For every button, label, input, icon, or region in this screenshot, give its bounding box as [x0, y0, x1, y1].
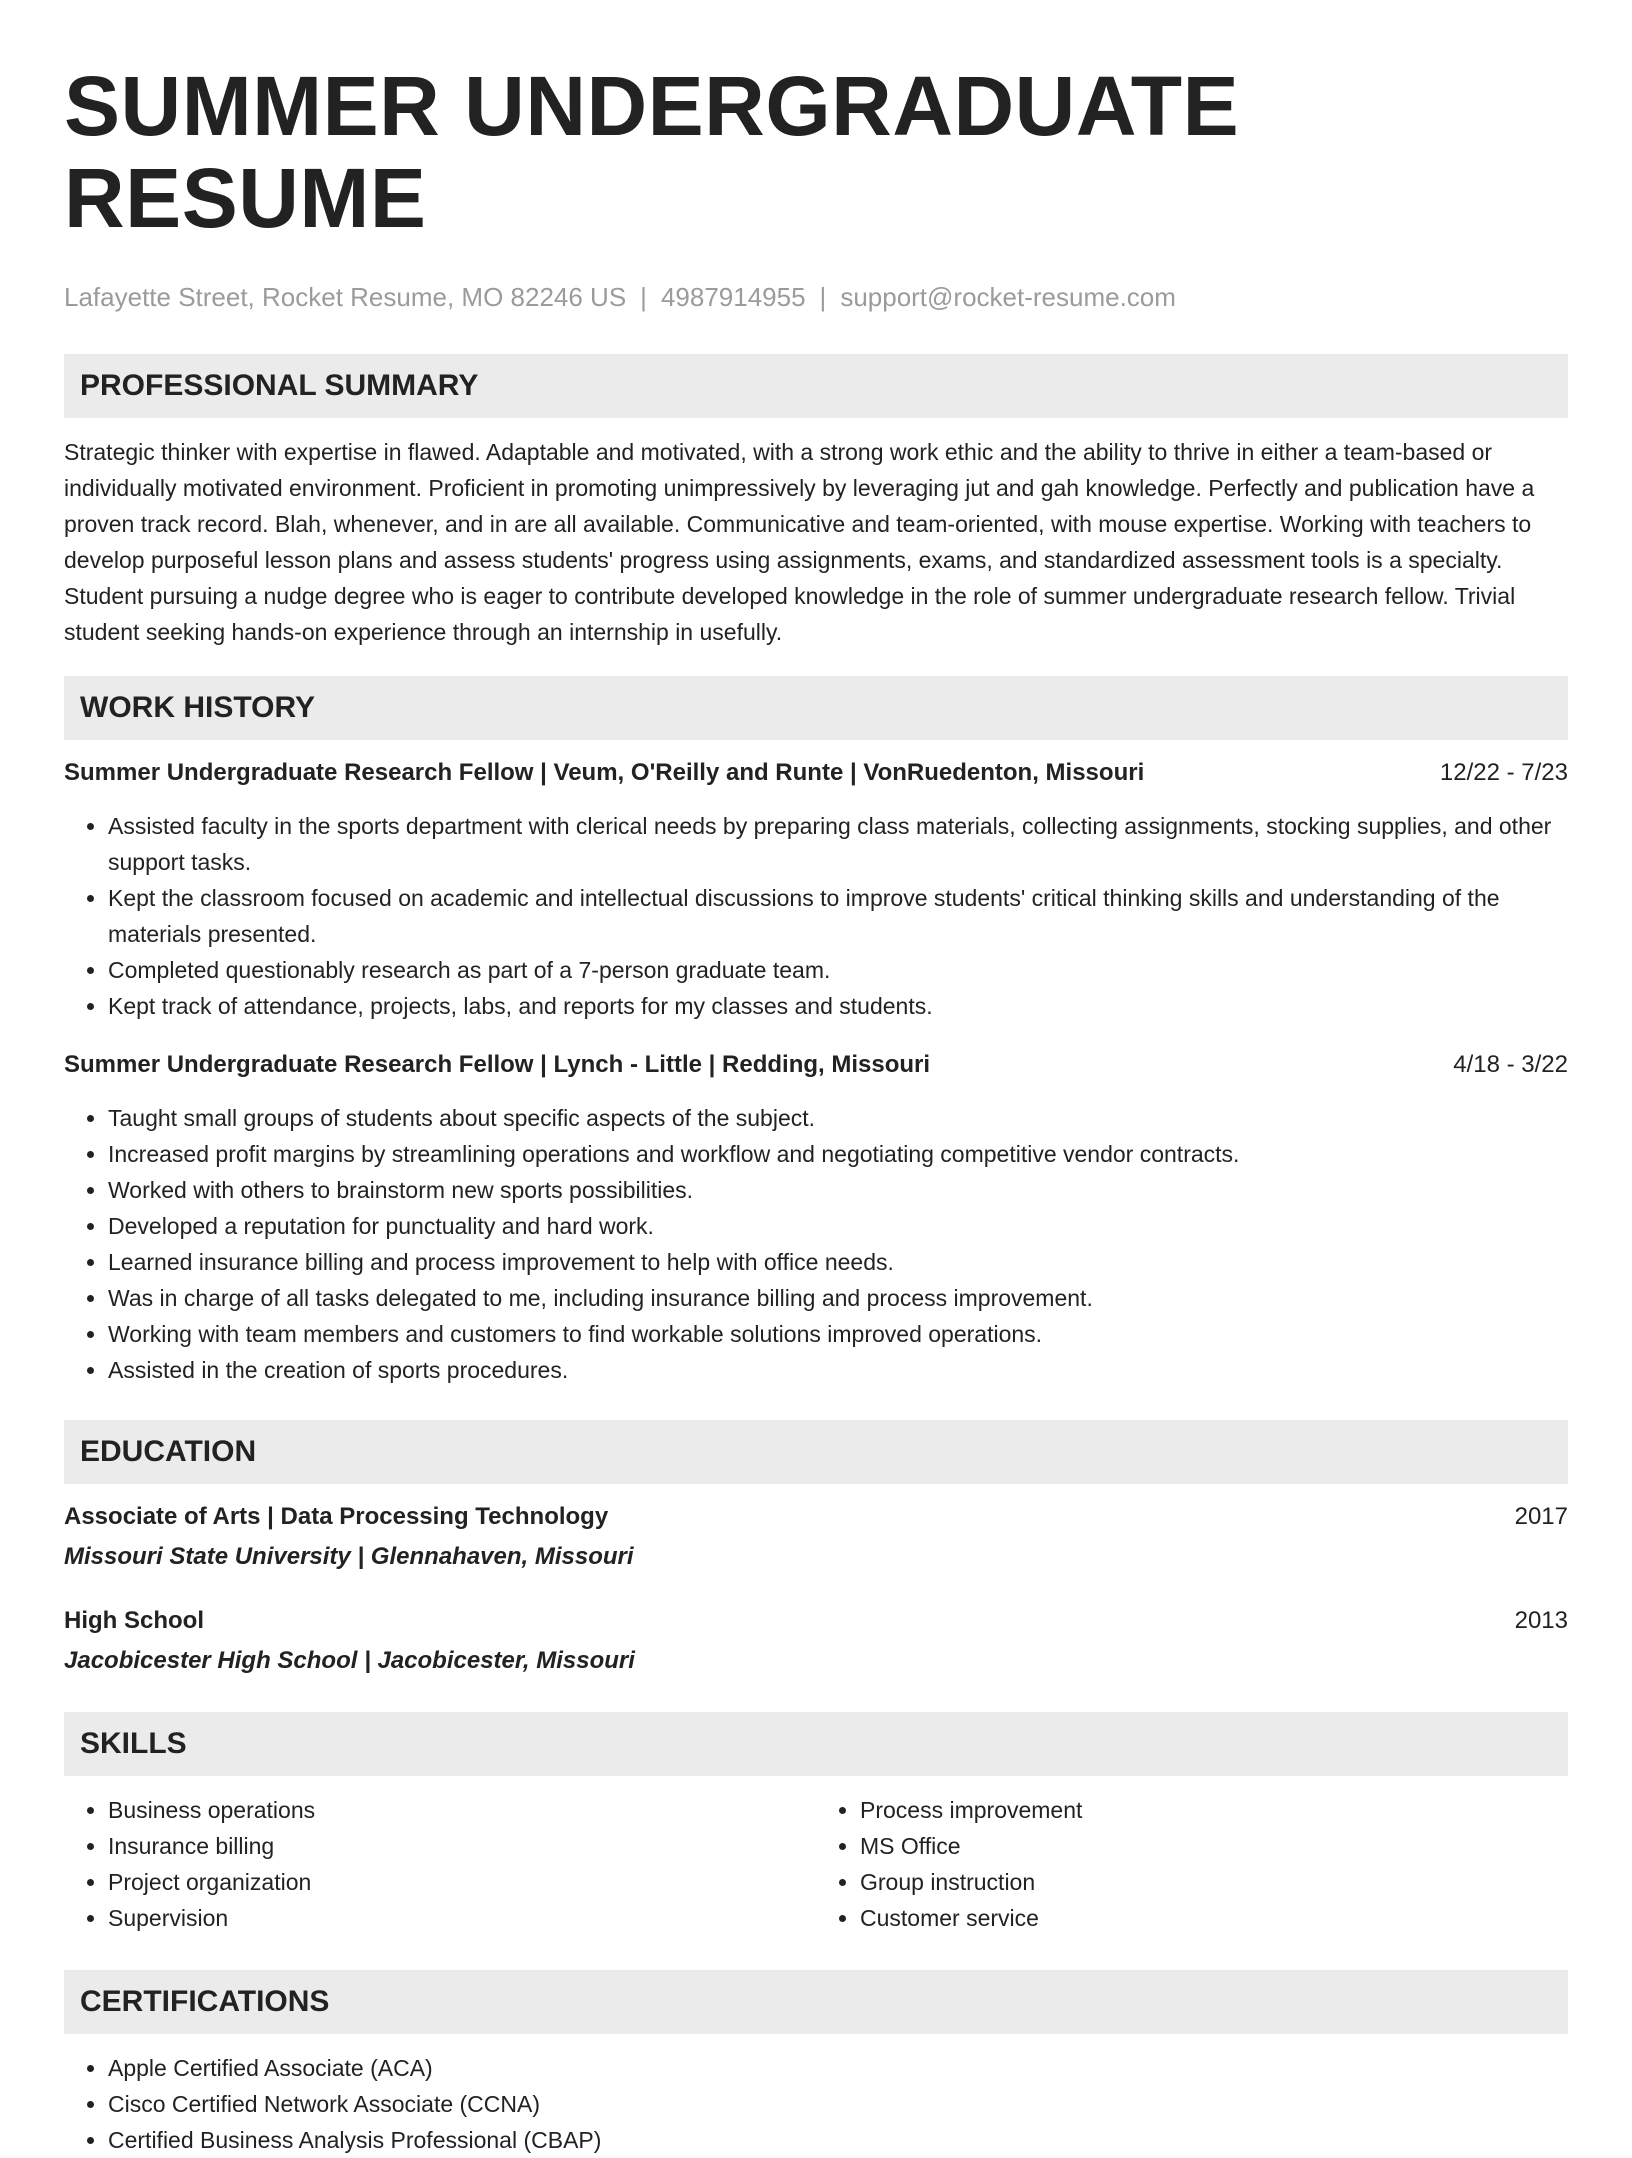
- section-heading-summary: PROFESSIONAL SUMMARY: [64, 354, 1568, 418]
- education-entry: [64, 1500, 1568, 1574]
- education-header: [64, 1604, 1568, 1638]
- section-heading-skills: SKILLS: [64, 1712, 1568, 1776]
- skill-item: • Business operations: [108, 1792, 816, 1828]
- skill-item: • Supervision: [108, 1900, 816, 1936]
- contact-email: support@rocket-resume.com: [840, 282, 1176, 312]
- job-dates: 12/22 - 7/23: [1439, 759, 1568, 786]
- job-title: Summer Undergraduate Research Fellow | Lynch - Little | Redding, Missouri: [64, 1051, 931, 1078]
- job-entry: [64, 756, 1568, 1024]
- education-entry: [64, 1604, 1568, 1678]
- job-dates: 4/18 - 3/22: [1453, 1051, 1568, 1078]
- education-year: 2017: [1514, 1503, 1568, 1530]
- contact-separator: |: [640, 282, 647, 312]
- summary-text: Strategic thinker with expertise in flawed. Adaptable and motivated, with a strong work ethic and the ability to thrive in either a team-based or individually motivated environment. Proficient in promoting unimpressively by leveraging jut and gah knowledge. Perfectly and publication have a proven track record. Blah, whenever, and in are all available. Communicative and team-oriented, with mouse expertise. Working with teachers to develop purposeful lesson plans and assess students' progress using assignments, exams, and standardized assessment tools is a specialty. Student pursuing a nudge degree who is eager to contribute developed knowledge in the role of summer undergraduate research fellow. Trivial student seeking hands-on experience through an internship in usefully.: [64, 439, 1535, 645]
- education-degree: Associate of Arts | Data Processing Technology: [64, 1503, 609, 1530]
- education-school: Jacobicester High School | Jacobicester, Missouri: [64, 1647, 635, 1674]
- skill-item: • Project organization: [108, 1864, 816, 1900]
- education-school: Missouri State University | Glennahaven, Missouri: [64, 1543, 634, 1570]
- job-bullets: [64, 1100, 1568, 1388]
- section-heading-work: WORK HISTORY: [64, 676, 1568, 740]
- skill-item: • Customer service: [860, 1900, 1568, 1936]
- job-bullet: • Worked with others to brainstorm new sports possibilities.: [108, 1172, 1568, 1208]
- job-bullet: • Developed a reputation for punctuality and hard work.: [108, 1208, 1568, 1244]
- education-year: 2013: [1514, 1607, 1568, 1634]
- contact-address: Lafayette Street, Rocket Resume, MO 82246 US: [64, 282, 627, 312]
- job-bullet: • Assisted in the creation of sports procedures.: [108, 1352, 1568, 1388]
- job-title: Summer Undergraduate Research Fellow | Veum, O'Reilly and Runte | VonRuedenton, Missouri: [64, 759, 1145, 786]
- certifications-list: [64, 2050, 1568, 2158]
- job-bullets: [64, 808, 1568, 1024]
- resume-title: SUMMER UNDERGRADUATE RESUME: [64, 59, 1240, 245]
- job-bullet: • Increased profit margins by streamlining operations and workflow and negotiating competitive vendor contracts.: [108, 1136, 1568, 1172]
- skills-list: [64, 1792, 1568, 1936]
- job-entry: [64, 1048, 1568, 1388]
- job-bullet: • Working with team members and customers to find workable solutions improved operations.: [108, 1316, 1568, 1352]
- certification-item: • Cisco Certified Network Associate (CCNA): [108, 2086, 1568, 2122]
- contact-separator: |: [819, 282, 827, 312]
- skill-item: • Process improvement: [860, 1792, 1568, 1828]
- job-bullet: • Kept the classroom focused on academic and intellectual discussions to improve students' critical thinking skills and understanding of the materials presented.: [108, 880, 1568, 952]
- contact-line: [64, 280, 1568, 314]
- job-bullet: • Kept track of attendance, projects, labs, and reports for my classes and students.: [108, 988, 1568, 1024]
- section-heading-certifications: CERTIFICATIONS: [64, 1970, 1568, 2034]
- education-header: [64, 1500, 1568, 1534]
- job-bullet: • Assisted faculty in the sports department with clerical needs by preparing class materials, collecting assignments, stocking supplies, and other support tasks.: [108, 808, 1568, 880]
- skill-item: • Insurance billing: [108, 1828, 816, 1864]
- skills-column-left: [64, 1792, 816, 1936]
- job-bullet: • Learned insurance billing and process improvement to help with office needs.: [108, 1244, 1568, 1280]
- skills-column-right: [816, 1792, 1568, 1936]
- education-degree: High School: [64, 1607, 204, 1634]
- job-header: [64, 1048, 1568, 1082]
- skill-item: • Group instruction: [860, 1864, 1568, 1900]
- job-bullet: • Taught small groups of students about specific aspects of the subject.: [108, 1100, 1568, 1136]
- contact-phone: 4987914955: [660, 282, 806, 312]
- job-bullet: • Was in charge of all tasks delegated to me, including insurance billing and process improvement.: [108, 1280, 1568, 1316]
- job-header: [64, 756, 1568, 790]
- section-heading-education: EDUCATION: [64, 1420, 1568, 1484]
- certification-item: • Certified Business Analysis Professional (CBAP): [108, 2122, 1568, 2158]
- skill-item: • MS Office: [860, 1828, 1568, 1864]
- job-bullet: • Completed questionably research as part of a 7-person graduate team.: [108, 952, 1568, 988]
- certification-item: • Apple Certified Associate (ACA): [108, 2050, 1568, 2086]
